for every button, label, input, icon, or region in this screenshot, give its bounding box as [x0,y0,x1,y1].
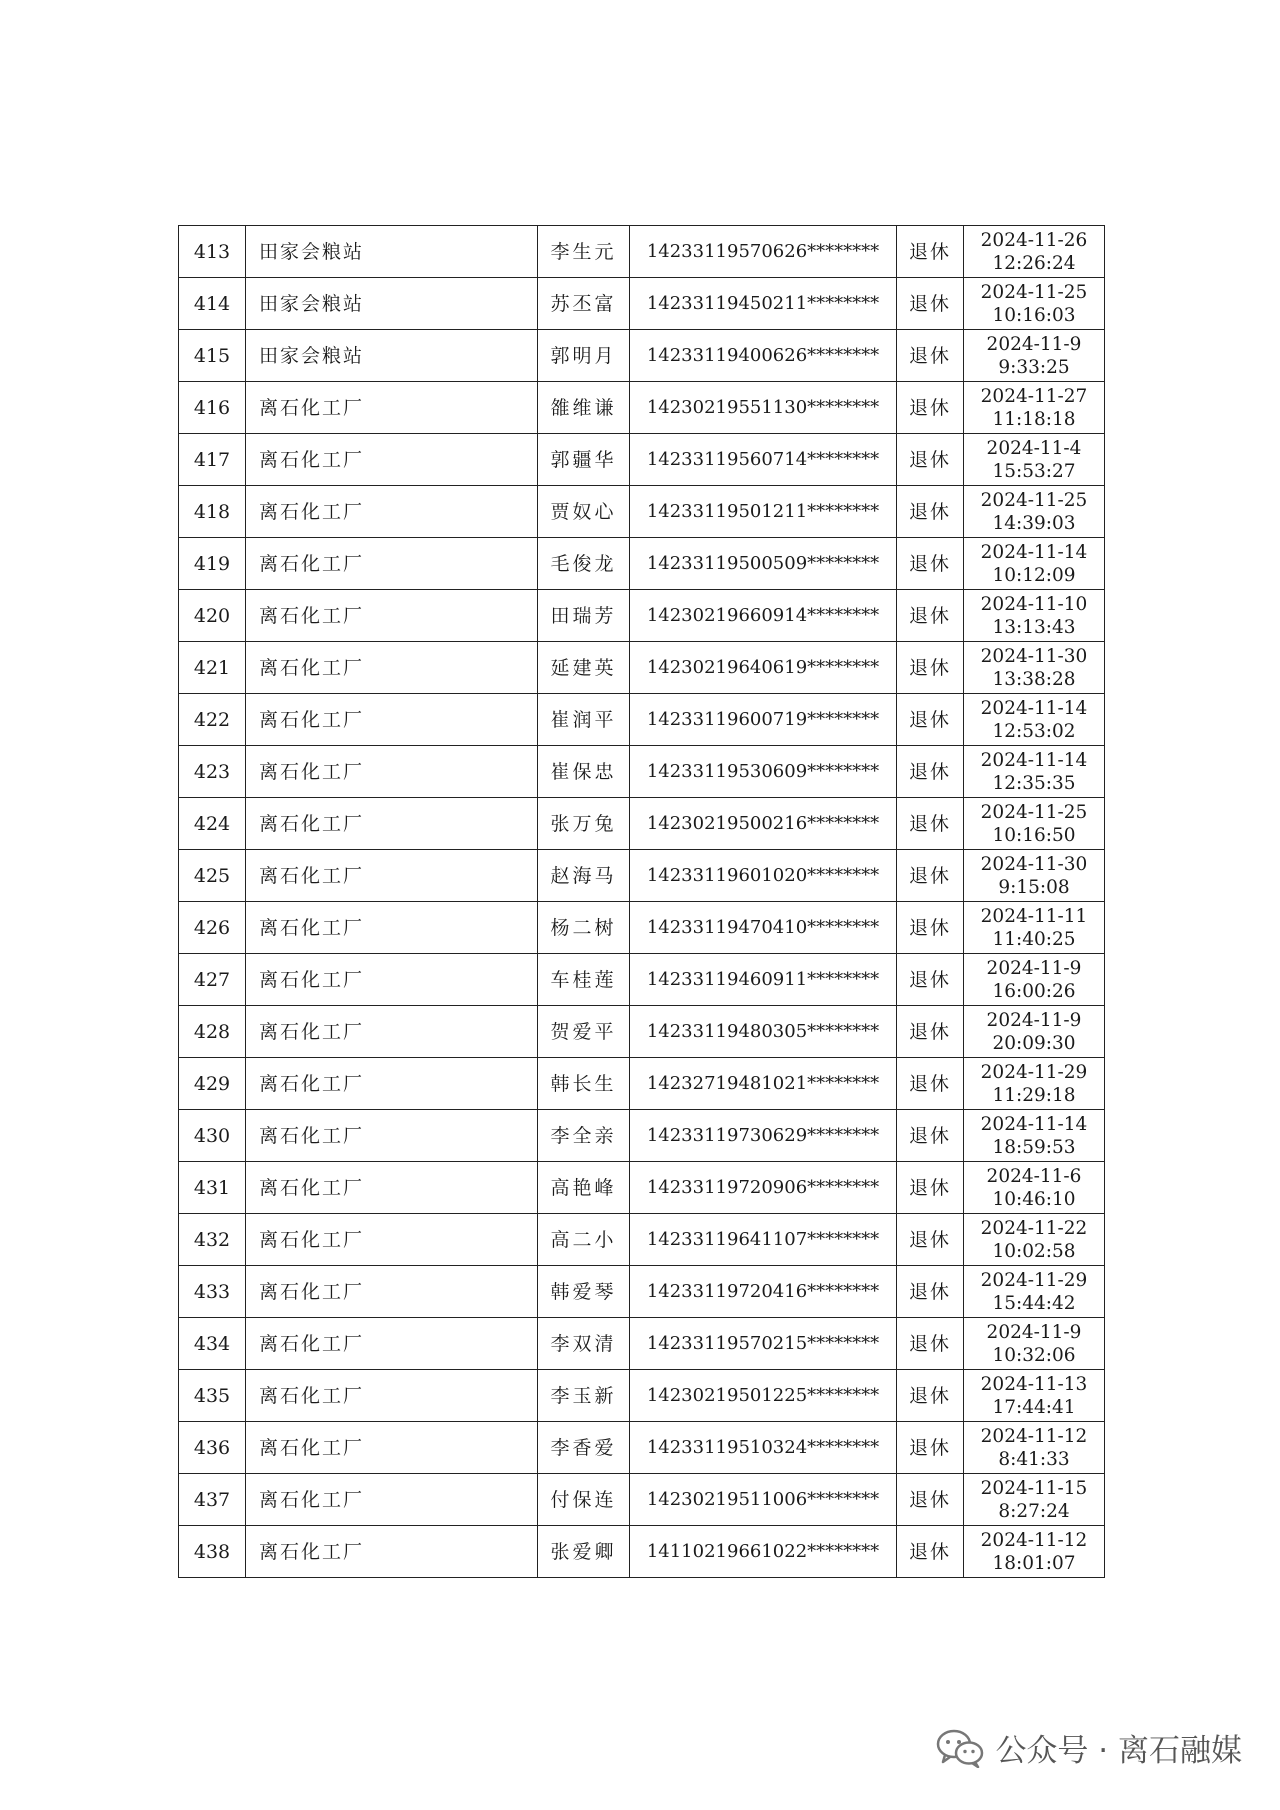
record-clock: 18:59:53 [992,1136,1076,1158]
record-time [964,1058,1105,1110]
work-unit: 离石化工厂 [246,1370,538,1422]
record-date: 2024-11-14 [980,697,1088,719]
record-time [964,1526,1105,1578]
record-date: 2024-11-6 [986,1165,1082,1187]
work-unit: 离石化工厂 [246,850,538,902]
table-row [179,1266,1105,1318]
retirement-type: 退休 [897,278,964,330]
wechat-icon [935,1728,985,1768]
retirement-type: 退休 [897,330,964,382]
work-unit: 离石化工厂 [246,954,538,1006]
table-row [179,1110,1105,1162]
record-clock: 10:16:50 [992,824,1076,846]
record-clock: 20:09:30 [992,1032,1076,1054]
row-number: 413 [179,226,246,278]
record-clock: 12:35:35 [992,772,1076,794]
retirement-type: 退休 [897,1370,964,1422]
record-date: 2024-11-10 [980,593,1088,615]
work-unit: 离石化工厂 [246,1162,538,1214]
table-row [179,1474,1105,1526]
person-name: 付保连 [538,1474,630,1526]
work-unit: 离石化工厂 [246,382,538,434]
id-number: 14233119460911******** [630,954,897,1006]
record-time [964,642,1105,694]
id-number: 14233119570215******** [630,1318,897,1370]
id-number: 14233119450211******** [630,278,897,330]
row-number: 422 [179,694,246,746]
table-row [179,954,1105,1006]
record-clock: 10:12:09 [992,564,1076,586]
record-time [964,1214,1105,1266]
id-number: 14230219501225******** [630,1370,897,1422]
person-name: 高二小 [538,1214,630,1266]
table-row [179,226,1105,278]
person-name: 车桂莲 [538,954,630,1006]
id-number: 14233119560714******** [630,434,897,486]
row-number: 427 [179,954,246,1006]
retirement-type: 退休 [897,1474,964,1526]
work-unit: 离石化工厂 [246,1006,538,1058]
id-number: 14233119510324******** [630,1422,897,1474]
person-name: 张万兔 [538,798,630,850]
table-row [179,798,1105,850]
id-number: 14233119570626******** [630,226,897,278]
record-clock: 8:27:24 [998,1500,1070,1522]
id-number: 14233119400626******** [630,330,897,382]
row-number: 426 [179,902,246,954]
record-clock: 15:53:27 [992,460,1076,482]
row-number: 428 [179,1006,246,1058]
id-number: 14233119720906******** [630,1162,897,1214]
record-date: 2024-11-26 [980,229,1088,251]
record-time [964,330,1105,382]
record-date: 2024-11-15 [980,1477,1088,1499]
record-time [964,486,1105,538]
record-clock: 12:26:24 [992,252,1076,274]
person-name: 崔保忠 [538,746,630,798]
record-date: 2024-11-30 [980,853,1088,875]
row-number: 432 [179,1214,246,1266]
record-clock: 10:46:10 [992,1188,1076,1210]
person-name: 郭疆华 [538,434,630,486]
record-clock: 8:41:33 [998,1448,1070,1470]
retirement-type: 退休 [897,1214,964,1266]
row-number: 415 [179,330,246,382]
work-unit: 离石化工厂 [246,694,538,746]
row-number: 420 [179,590,246,642]
row-number: 416 [179,382,246,434]
work-unit: 离石化工厂 [246,1422,538,1474]
id-number: 14233119470410******** [630,902,897,954]
table-row [179,1422,1105,1474]
table-row [179,1058,1105,1110]
id-number: 14230219640619******** [630,642,897,694]
person-name: 韩长生 [538,1058,630,1110]
person-name: 韩爱琴 [538,1266,630,1318]
retirement-type: 退休 [897,590,964,642]
record-time [964,1422,1105,1474]
table-row [179,278,1105,330]
table-row [179,382,1105,434]
row-number: 414 [179,278,246,330]
retirement-type: 退休 [897,954,964,1006]
work-unit: 离石化工厂 [246,590,538,642]
record-time [964,1110,1105,1162]
person-name: 杨二树 [538,902,630,954]
row-number: 423 [179,746,246,798]
record-clock: 11:29:18 [992,1084,1076,1106]
person-name: 雒维谦 [538,382,630,434]
record-clock: 11:40:25 [992,928,1076,950]
record-time [964,798,1105,850]
person-name: 田瑞芳 [538,590,630,642]
work-unit: 离石化工厂 [246,902,538,954]
id-number: 14233119601020******** [630,850,897,902]
row-number: 419 [179,538,246,590]
row-number: 425 [179,850,246,902]
record-time [964,278,1105,330]
row-number: 431 [179,1162,246,1214]
retirement-type: 退休 [897,902,964,954]
id-number: 14233119600719******** [630,694,897,746]
person-name: 郭明月 [538,330,630,382]
work-unit: 离石化工厂 [246,486,538,538]
record-date: 2024-11-27 [980,385,1088,407]
table-row [179,434,1105,486]
table-row [179,330,1105,382]
person-name: 毛俊龙 [538,538,630,590]
record-date: 2024-11-22 [980,1217,1088,1239]
table-row [179,590,1105,642]
row-number: 436 [179,1422,246,1474]
work-unit: 离石化工厂 [246,538,538,590]
record-time [964,694,1105,746]
table-row [179,1162,1105,1214]
record-date: 2024-11-14 [980,541,1088,563]
row-number: 435 [179,1370,246,1422]
work-unit: 离石化工厂 [246,1474,538,1526]
record-date: 2024-11-25 [980,281,1088,303]
id-number: 14233119480305******** [630,1006,897,1058]
table-row [179,1370,1105,1422]
record-date: 2024-11-4 [986,437,1082,459]
person-name: 赵海马 [538,850,630,902]
id-number: 14230219511006******** [630,1474,897,1526]
table-row [179,902,1105,954]
record-date: 2024-11-25 [980,801,1088,823]
person-name: 李双清 [538,1318,630,1370]
table-row [179,486,1105,538]
work-unit: 离石化工厂 [246,434,538,486]
records-table [178,225,1105,1578]
retirement-type: 退休 [897,746,964,798]
id-number: 14233119530609******** [630,746,897,798]
id-number: 14110219661022******** [630,1526,897,1578]
work-unit: 离石化工厂 [246,1318,538,1370]
retirement-type: 退休 [897,1006,964,1058]
record-date: 2024-11-9 [986,333,1082,355]
retirement-type: 退休 [897,694,964,746]
table-row [179,538,1105,590]
id-number: 14233119641107******** [630,1214,897,1266]
person-name: 苏丕富 [538,278,630,330]
person-name: 延建英 [538,642,630,694]
retirement-type: 退休 [897,1110,964,1162]
record-clock: 18:01:07 [992,1552,1076,1574]
watermark-text: 公众号 · 离石融媒 [995,1733,1242,1769]
person-name: 张爱卿 [538,1526,630,1578]
id-number: 14230219660914******** [630,590,897,642]
retirement-type: 退休 [897,538,964,590]
record-clock: 10:16:03 [992,304,1076,326]
record-time [964,1474,1105,1526]
record-time [964,382,1105,434]
table-row [179,694,1105,746]
record-time [964,850,1105,902]
row-number: 418 [179,486,246,538]
work-unit: 离石化工厂 [246,1058,538,1110]
row-number: 437 [179,1474,246,1526]
work-unit: 离石化工厂 [246,746,538,798]
record-time [964,226,1105,278]
table-row [179,1006,1105,1058]
record-date: 2024-11-9 [986,957,1082,979]
row-number: 421 [179,642,246,694]
person-name: 高艳峰 [538,1162,630,1214]
record-clock: 9:15:08 [998,876,1070,898]
work-unit: 离石化工厂 [246,1526,538,1578]
record-time [964,746,1105,798]
id-number: 14233119500509******** [630,538,897,590]
record-time [964,538,1105,590]
record-clock: 12:53:02 [992,720,1076,742]
record-time [964,1370,1105,1422]
record-clock: 9:33:25 [998,356,1070,378]
record-date: 2024-11-25 [980,489,1088,511]
retirement-type: 退休 [897,382,964,434]
table-row [179,850,1105,902]
retirement-type: 退休 [897,1318,964,1370]
table-row [179,1214,1105,1266]
retirement-type: 退休 [897,1526,964,1578]
record-time [964,1162,1105,1214]
record-clock: 17:44:41 [992,1396,1076,1418]
work-unit: 离石化工厂 [246,642,538,694]
person-name: 贾奴心 [538,486,630,538]
record-date: 2024-11-14 [980,1113,1088,1135]
person-name: 贺爱平 [538,1006,630,1058]
record-time [964,902,1105,954]
id-number: 14233119501211******** [630,486,897,538]
person-name: 崔润平 [538,694,630,746]
records-table-body [179,226,1105,1578]
record-time [964,434,1105,486]
person-name: 李玉新 [538,1370,630,1422]
record-clock: 15:44:42 [992,1292,1076,1314]
record-date: 2024-11-12 [980,1529,1088,1551]
retirement-type: 退休 [897,1422,964,1474]
retirement-type: 退休 [897,850,964,902]
watermark [935,1725,1242,1770]
person-name: 李香爱 [538,1422,630,1474]
work-unit: 田家会粮站 [246,330,538,382]
record-clock: 13:38:28 [992,668,1076,690]
row-number: 433 [179,1266,246,1318]
record-time [964,1266,1105,1318]
record-time [964,590,1105,642]
retirement-type: 退休 [897,798,964,850]
person-name: 李全亲 [538,1110,630,1162]
record-clock: 16:00:26 [992,980,1076,1002]
row-number: 417 [179,434,246,486]
id-number: 14230219500216******** [630,798,897,850]
row-number: 429 [179,1058,246,1110]
record-date: 2024-11-14 [980,749,1088,771]
id-number: 14232719481021******** [630,1058,897,1110]
record-date: 2024-11-13 [980,1373,1088,1395]
work-unit: 离石化工厂 [246,1266,538,1318]
record-date: 2024-11-9 [986,1321,1082,1343]
record-time [964,954,1105,1006]
record-date: 2024-11-29 [980,1269,1088,1291]
id-number: 14233119730629******** [630,1110,897,1162]
row-number: 430 [179,1110,246,1162]
record-time [964,1318,1105,1370]
table-row [179,1318,1105,1370]
record-date: 2024-11-9 [986,1009,1082,1031]
table-row [179,642,1105,694]
record-clock: 11:18:18 [992,408,1076,430]
retirement-type: 退休 [897,226,964,278]
retirement-type: 退休 [897,642,964,694]
record-date: 2024-11-29 [980,1061,1088,1083]
retirement-type: 退休 [897,434,964,486]
table-row [179,1526,1105,1578]
person-name: 李生元 [538,226,630,278]
work-unit: 田家会粮站 [246,226,538,278]
record-clock: 14:39:03 [992,512,1076,534]
record-clock: 13:13:43 [992,616,1076,638]
row-number: 424 [179,798,246,850]
retirement-type: 退休 [897,1058,964,1110]
record-time [964,1006,1105,1058]
work-unit: 田家会粮站 [246,278,538,330]
row-number: 438 [179,1526,246,1578]
work-unit: 离石化工厂 [246,798,538,850]
record-clock: 10:32:06 [992,1344,1076,1366]
retirement-type: 退休 [897,1266,964,1318]
retirement-type: 退休 [897,486,964,538]
id-number: 14230219551130******** [630,382,897,434]
record-clock: 10:02:58 [992,1240,1076,1262]
record-date: 2024-11-12 [980,1425,1088,1447]
retirement-type: 退休 [897,1162,964,1214]
row-number: 434 [179,1318,246,1370]
work-unit: 离石化工厂 [246,1110,538,1162]
record-date: 2024-11-30 [980,645,1088,667]
work-unit: 离石化工厂 [246,1214,538,1266]
record-date: 2024-11-11 [980,905,1088,927]
id-number: 14233119720416******** [630,1266,897,1318]
table-row [179,746,1105,798]
